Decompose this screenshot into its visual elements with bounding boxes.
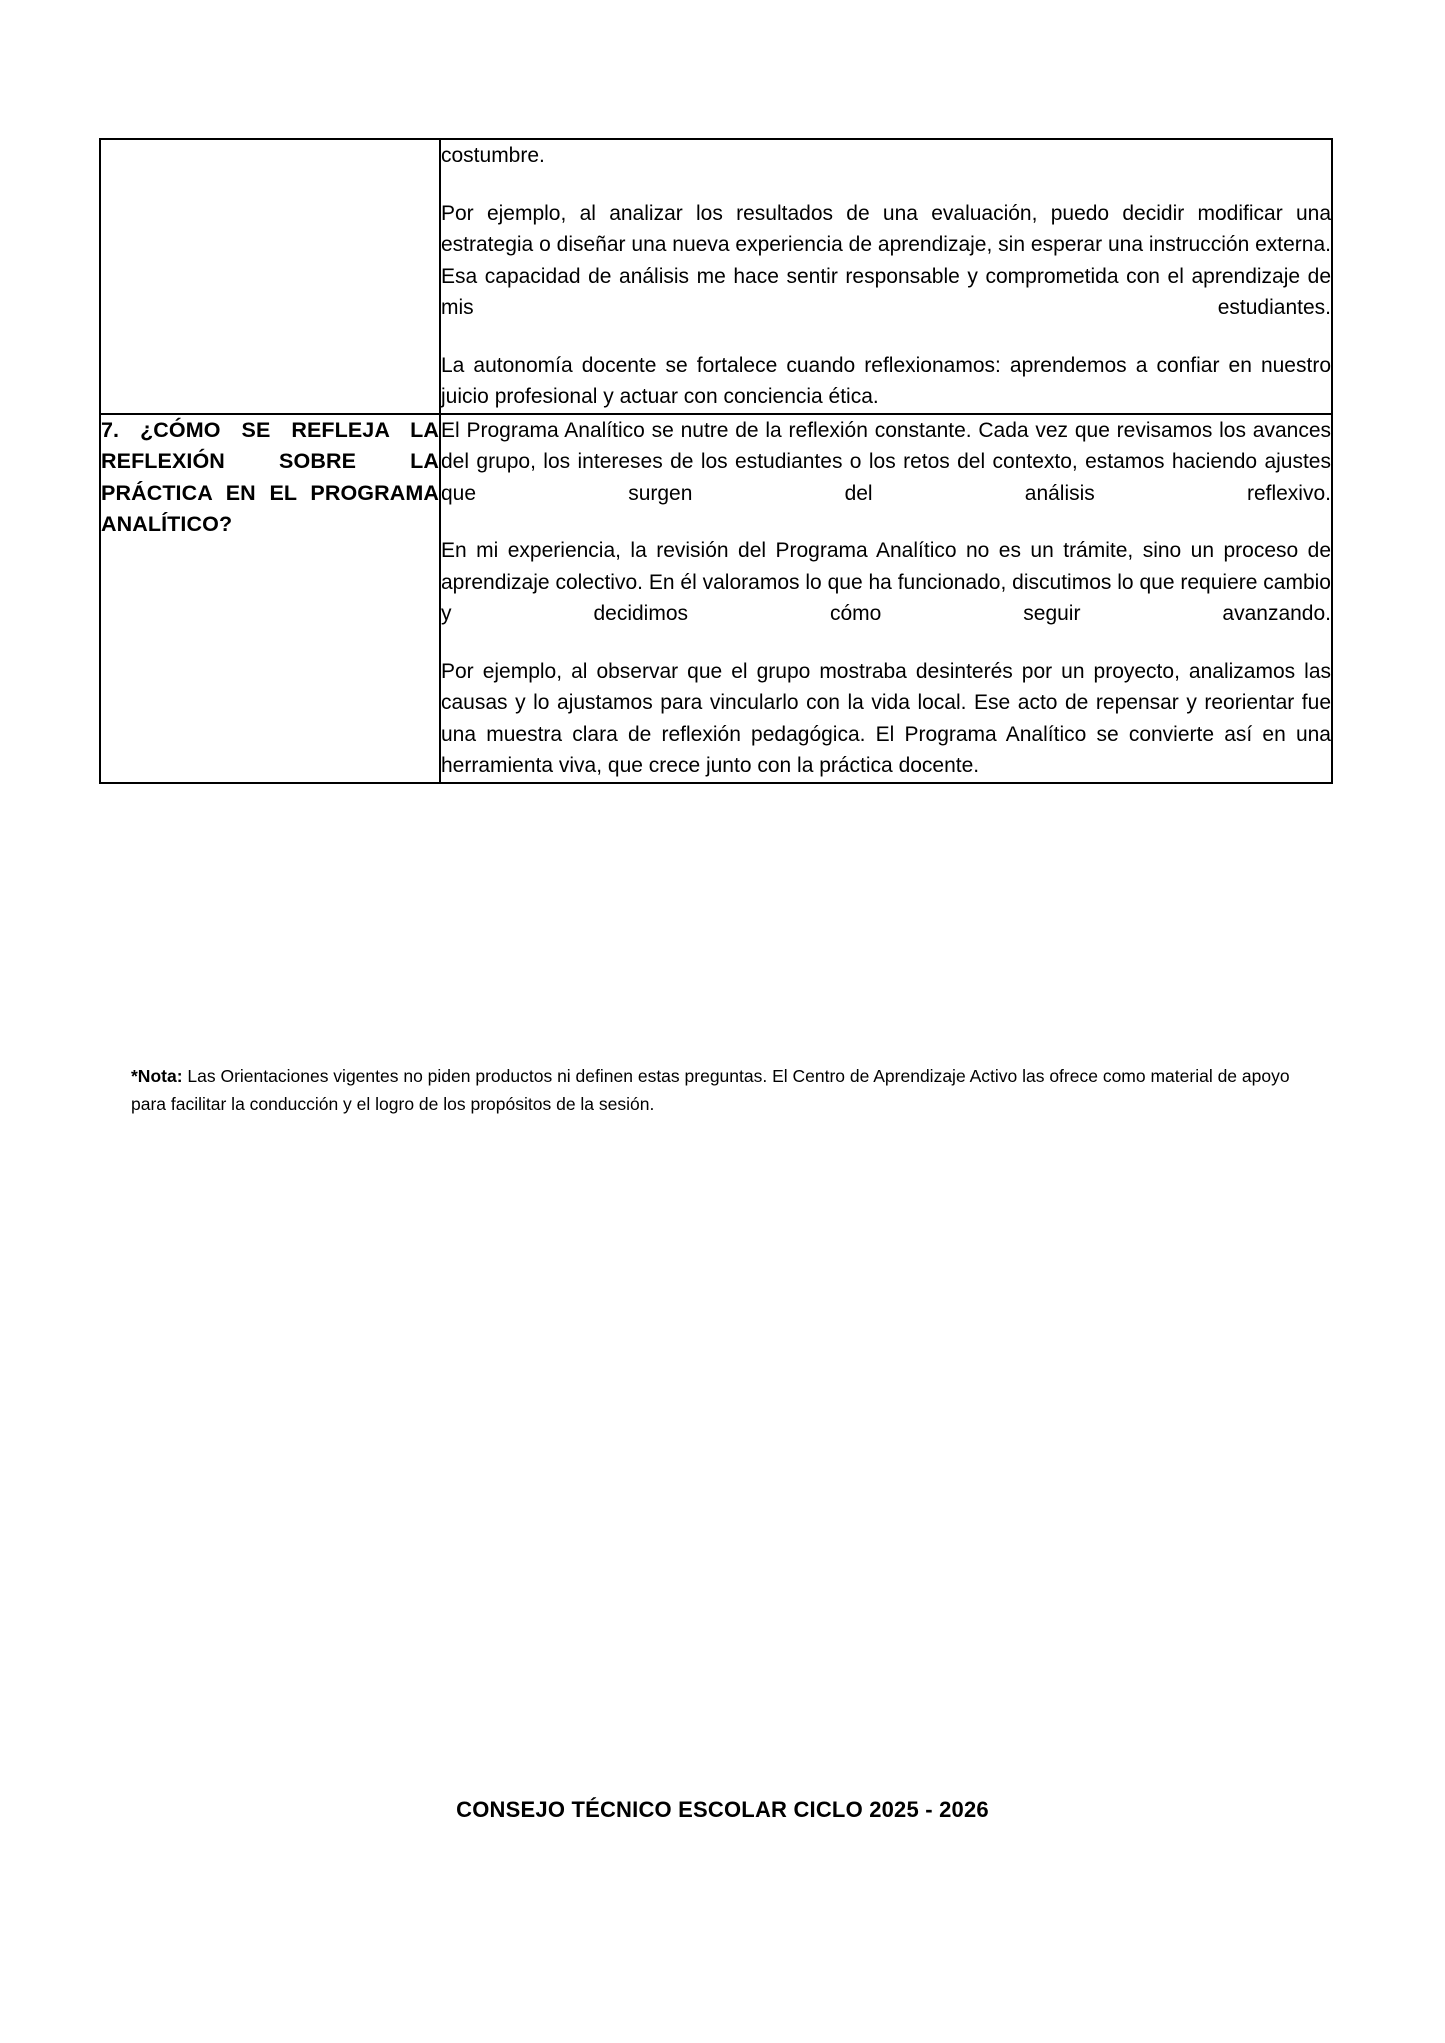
answer-paragraph: La autonomía docente se fortalece cuando reflexionamos: aprendemos a confiar en nuestro juicio profesional y actuar con conciencia ética. <box>441 353 1331 408</box>
footnote <box>131 1062 1309 1119</box>
qa-table <box>99 138 1333 784</box>
question-cell-continued <box>100 139 440 414</box>
answer-cell-7 <box>440 414 1332 783</box>
answer-paragraph: En mi experiencia, la revisión del Programa Analítico no es un trámite, sino un proceso de aprendizaje colectivo. En él valoramos lo que ha funcionado, discutimos lo que requiere cambio y decidimos cómo seguir avanzando. <box>441 539 1331 625</box>
answer-paragraph: El Programa Analítico se nutre de la reflexión constante. Cada vez que revisamos los avances del grupo, los intereses de los estudiantes o los retos del contexto, estamos haciendo ajustes que surgen del análisis reflexivo. <box>441 418 1331 505</box>
answer-cell-continued <box>440 139 1332 414</box>
question-text: 7. ¿CÓMO SE REFLEJA LA REFLEXIÓN SOBRE LA PRÁCTICA EN EL PROGRAMA ANALÍTICO? <box>101 417 439 537</box>
page-footer: CONSEJO TÉCNICO ESCOLAR CICLO 2025 - 2026 <box>456 1797 989 1822</box>
answer-paragraph: Por ejemplo, al analizar los resultados de una evaluación, puedo decidir modificar una estrategia o diseñar una nueva experiencia de aprendizaje, sin esperar una instrucción externa. Esa capacidad de análisis me hace sentir responsable y comprometida con el aprendizaje de mis estudiantes. <box>441 201 1331 319</box>
footnote-label: *Nota: <box>131 1066 183 1086</box>
answer-paragraph: costumbre. <box>441 144 545 167</box>
answer-paragraph: Por ejemplo, al observar que el grupo mostraba desinterés por un proyecto, analizamos las causas y lo ajustamos para vincularlo con la vida local. Ese acto de repensar y reorientar fue una muestra clara de reflexión pedagógica. El Programa Analítico se convierte así en una herramienta viva, que crece junto con la práctica docente. <box>441 659 1331 777</box>
footnote-text: Las Orientaciones vigentes no piden productos ni definen estas preguntas. El Centro de Aprendizaje Activo las ofrece como material de apoyo para facilitar la conducción y el logro de los propósitos de la sesión. <box>131 1066 1290 1115</box>
table-row <box>100 414 1332 783</box>
table-row <box>100 139 1332 414</box>
question-cell-7 <box>100 414 440 783</box>
